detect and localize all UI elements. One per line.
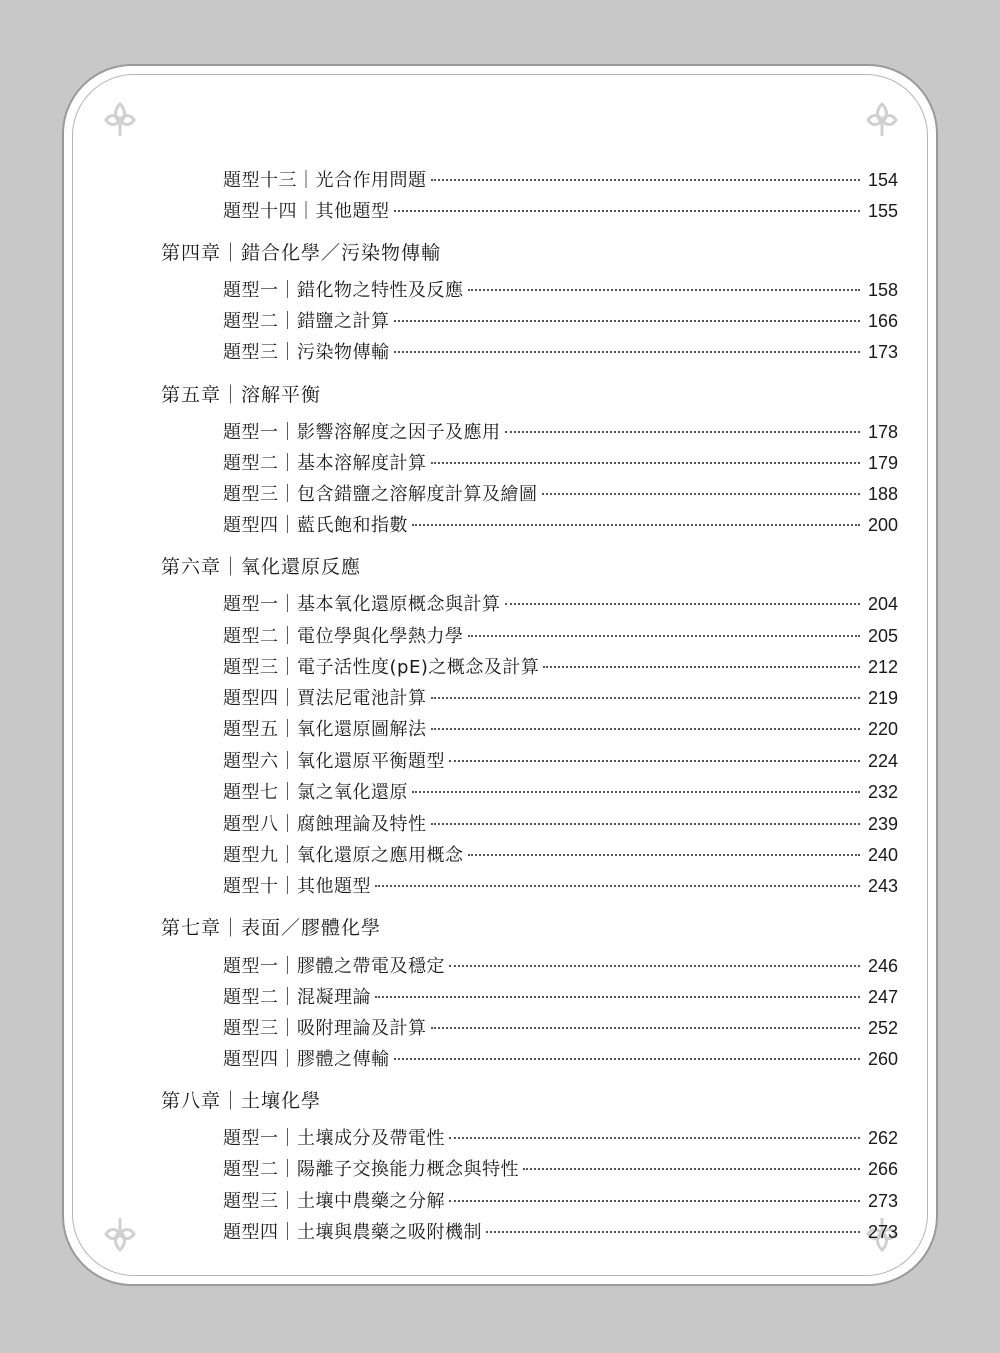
dot-leader — [523, 1168, 860, 1170]
toc-entry-page: 173 — [867, 342, 898, 362]
toc-entry-label: 題型二｜基本溶解度計算 — [223, 453, 427, 474]
dot-leader — [505, 603, 861, 605]
dot-leader — [431, 462, 861, 464]
dot-leader — [431, 179, 861, 181]
toc-entry-label: 題型一｜土壤成分及帶電性 — [223, 1128, 445, 1149]
toc-entry-label: 題型四｜土壤與農藥之吸附機制 — [223, 1222, 482, 1243]
toc-entry[interactable] — [223, 513, 898, 537]
toc-entry-label: 題型一｜影響溶解度之因子及應用 — [223, 422, 501, 443]
toc-entry[interactable] — [223, 199, 898, 223]
toc-entry[interactable] — [223, 985, 898, 1009]
toc-entry[interactable] — [223, 420, 898, 444]
dot-leader — [542, 493, 861, 495]
toc-entry-page: 232 — [867, 782, 898, 802]
toc-entry-page: 205 — [867, 626, 898, 646]
toc-entry-page: 252 — [867, 1018, 898, 1038]
dot-leader — [431, 728, 861, 730]
toc-entry-label: 題型二｜混凝理論 — [223, 987, 371, 1008]
toc-entry[interactable] — [223, 686, 898, 710]
toc-entry[interactable] — [223, 749, 898, 773]
toc-entry[interactable] — [223, 780, 898, 804]
toc-entry[interactable] — [223, 1157, 898, 1181]
toc-entry-page: 158 — [867, 280, 898, 300]
toc-entry-label: 題型四｜賈法尼電池計算 — [223, 688, 427, 709]
toc-entry-label: 題型四｜藍氏飽和指數 — [223, 515, 408, 536]
toc-entry-page: 188 — [867, 484, 898, 504]
toc-entry-page: 239 — [867, 814, 898, 834]
toc-entry-label: 題型二｜電位學與化學熱力學 — [223, 626, 464, 647]
toc-entry[interactable] — [223, 874, 898, 898]
toc-entry-page: 273 — [867, 1222, 898, 1242]
toc-entry-page: 262 — [867, 1128, 898, 1148]
toc-entry-page: 224 — [867, 751, 898, 771]
dot-leader — [449, 1200, 860, 1202]
toc-entry-page: 154 — [867, 170, 898, 190]
toc-entry-page: 220 — [867, 719, 898, 739]
toc-entry-label: 題型三｜吸附理論及計算 — [223, 1018, 427, 1039]
toc-entry[interactable] — [223, 1220, 898, 1244]
toc-entry-label: 題型三｜電子活性度(pE)之概念及計算 — [223, 657, 540, 678]
toc-entry-label: 題型九｜氧化還原之應用概念 — [223, 845, 464, 866]
dot-leader — [375, 996, 860, 998]
dot-leader — [449, 965, 860, 967]
toc-entry-page: 179 — [867, 453, 898, 473]
toc-entry-label: 題型三｜污染物傳輸 — [223, 342, 390, 363]
toc-entry-page: 155 — [867, 201, 898, 221]
toc-entry-page: 246 — [867, 956, 898, 976]
toc-entry-label: 題型八｜腐蝕理論及特性 — [223, 814, 427, 835]
toc-entry-page: 166 — [867, 311, 898, 331]
dot-leader — [505, 431, 861, 433]
dot-leader — [394, 210, 861, 212]
toc-entry[interactable] — [223, 717, 898, 741]
toc-entry-label: 題型一｜錯化物之特性及反應 — [223, 280, 464, 301]
toc-entry-page: 243 — [867, 876, 898, 896]
toc-entry[interactable] — [223, 624, 898, 648]
toc-entry[interactable] — [223, 1189, 898, 1213]
toc-entry[interactable] — [223, 309, 898, 333]
dot-leader — [394, 1058, 861, 1060]
toc-entry[interactable] — [223, 482, 898, 506]
toc-entry-label: 題型七｜氯之氧化還原 — [223, 782, 408, 803]
toc-entry-label: 題型三｜土壤中農藥之分解 — [223, 1191, 445, 1212]
toc-entry[interactable] — [223, 278, 898, 302]
toc-entry-label: 題型十三｜光合作用問題 — [223, 170, 427, 191]
toc-entry[interactable] — [223, 843, 898, 867]
toc-entry-label: 題型二｜錯鹽之計算 — [223, 311, 390, 332]
toc-entry[interactable] — [223, 954, 898, 978]
toc-entry-page: 273 — [867, 1191, 898, 1211]
dot-leader — [486, 1231, 860, 1233]
toc-entry-label: 題型十｜其他題型 — [223, 876, 371, 897]
toc-entry[interactable] — [223, 655, 898, 679]
toc-entry-label: 題型二｜陽離子交換能力概念與特性 — [223, 1159, 519, 1180]
toc-entry-label: 題型三｜包含錯鹽之溶解度計算及繪圖 — [223, 484, 538, 505]
chapter-heading[interactable]: 第五章｜溶解平衡 — [161, 384, 322, 406]
toc-entry-page: 260 — [867, 1049, 898, 1069]
chapter-heading[interactable]: 第八章｜土壤化學 — [161, 1090, 322, 1112]
dot-leader — [468, 854, 861, 856]
toc-entry-page: 204 — [867, 594, 898, 614]
toc-entry-label: 題型十四｜其他題型 — [223, 201, 390, 222]
dot-leader — [412, 791, 860, 793]
toc-entry[interactable] — [223, 451, 898, 475]
dot-leader — [543, 666, 860, 668]
toc-entry-label: 題型四｜膠體之傳輸 — [223, 1049, 390, 1070]
toc-entry-page: 247 — [867, 987, 898, 1007]
dot-leader — [449, 760, 860, 762]
toc-entry-label: 題型六｜氧化還原平衡題型 — [223, 751, 445, 772]
toc-entry[interactable] — [223, 1126, 898, 1150]
dot-leader — [375, 885, 860, 887]
toc-entry-page: 240 — [867, 845, 898, 865]
dot-leader — [431, 697, 861, 699]
dot-leader — [431, 1027, 861, 1029]
toc-entry-label: 題型五｜氧化還原圖解法 — [223, 719, 427, 740]
toc-entry-page: 178 — [867, 422, 898, 442]
toc-entry-page: 219 — [867, 688, 898, 708]
dot-leader — [412, 524, 860, 526]
toc-entry-page: 266 — [867, 1159, 898, 1179]
toc-entry[interactable] — [223, 168, 898, 192]
dot-leader — [449, 1137, 860, 1139]
toc-entry[interactable] — [223, 812, 898, 836]
dot-leader — [394, 320, 861, 322]
toc-entry-label: 題型一｜基本氧化還原概念與計算 — [223, 594, 501, 615]
dot-leader — [468, 635, 861, 637]
toc-entry[interactable] — [223, 1047, 898, 1071]
toc-entry[interactable] — [223, 340, 898, 364]
toc-entry-page: 200 — [867, 515, 898, 535]
chapter-heading[interactable]: 第七章｜表面／膠體化學 — [161, 917, 382, 939]
chapter-heading[interactable]: 第四章｜錯合化學／污染物傳輸 — [161, 242, 442, 264]
toc-entry[interactable] — [223, 592, 898, 616]
toc-entry[interactable] — [223, 1016, 898, 1040]
dot-leader — [394, 351, 861, 353]
dot-leader — [468, 289, 861, 291]
chapter-heading[interactable]: 第六章｜氧化還原反應 — [161, 556, 362, 578]
toc-entry-label: 題型一｜膠體之帶電及穩定 — [223, 956, 445, 977]
dot-leader — [431, 823, 861, 825]
toc-entry-page: 212 — [867, 657, 898, 677]
